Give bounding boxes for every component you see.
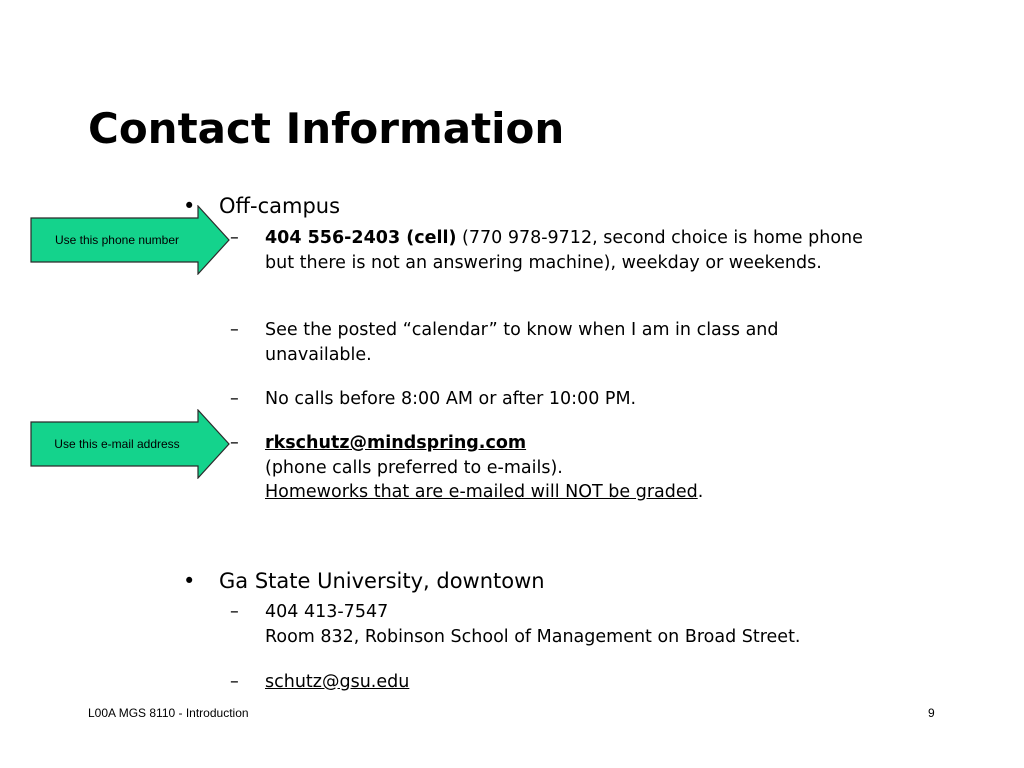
- item-cell-phone: [230, 226, 890, 275]
- call-hours-note: No calls before 8:00 AM or after 10:00 PM.: [265, 389, 637, 409]
- item-gsu-email: [230, 670, 890, 695]
- item-home-email: [230, 431, 890, 505]
- dash-marker: –: [230, 320, 239, 340]
- bullet-dot: •: [183, 194, 196, 218]
- callout-email-arrow: [30, 409, 230, 479]
- dash-marker: –: [230, 389, 239, 409]
- callout-email-label: Use this e-mail address: [54, 437, 180, 451]
- bullet-dot: •: [183, 569, 196, 593]
- cell-phone-note: (770 978-9712, second choice is home phone but there is not an answering machine), weekday or weekends.: [265, 228, 863, 273]
- callout-phone-label: Use this phone number: [54, 233, 180, 247]
- calendar-note: See the posted “calendar” to know when I am in class and unavailable.: [265, 320, 779, 365]
- homework-warning: Homeworks that are e-mailed will NOT be graded: [265, 482, 698, 502]
- item-calendar: [230, 318, 890, 367]
- section-heading: Ga State University, downtown: [219, 569, 545, 593]
- callout-phone-arrow: [30, 205, 230, 275]
- dash-marker: –: [230, 228, 239, 248]
- gsu-email-link[interactable]: schutz@gsu.edu: [265, 672, 410, 692]
- home-email-link[interactable]: rkschutz@mindspring.com: [265, 433, 527, 453]
- slide-title: Contact Information: [88, 104, 565, 153]
- dash-marker: –: [230, 672, 239, 692]
- office-room: Room 832, Robinson School of Management on Broad Street.: [265, 626, 801, 647]
- office-phone: 404 413-7547: [265, 602, 389, 622]
- item-office: [230, 600, 890, 649]
- footer-course: L00A MGS 8110 - Introduction: [88, 706, 249, 720]
- cell-phone-number: 404 556-2403 (cell): [265, 228, 457, 248]
- footer-page-number: 9: [928, 706, 935, 720]
- dash-marker: –: [230, 433, 239, 453]
- section-heading: Off-campus: [219, 194, 341, 218]
- item-call-hours: [230, 387, 890, 412]
- homework-warning-period: .: [697, 482, 704, 502]
- email-preference-note: (phone calls preferred to e-mails).: [265, 457, 563, 478]
- dash-marker: –: [230, 602, 239, 622]
